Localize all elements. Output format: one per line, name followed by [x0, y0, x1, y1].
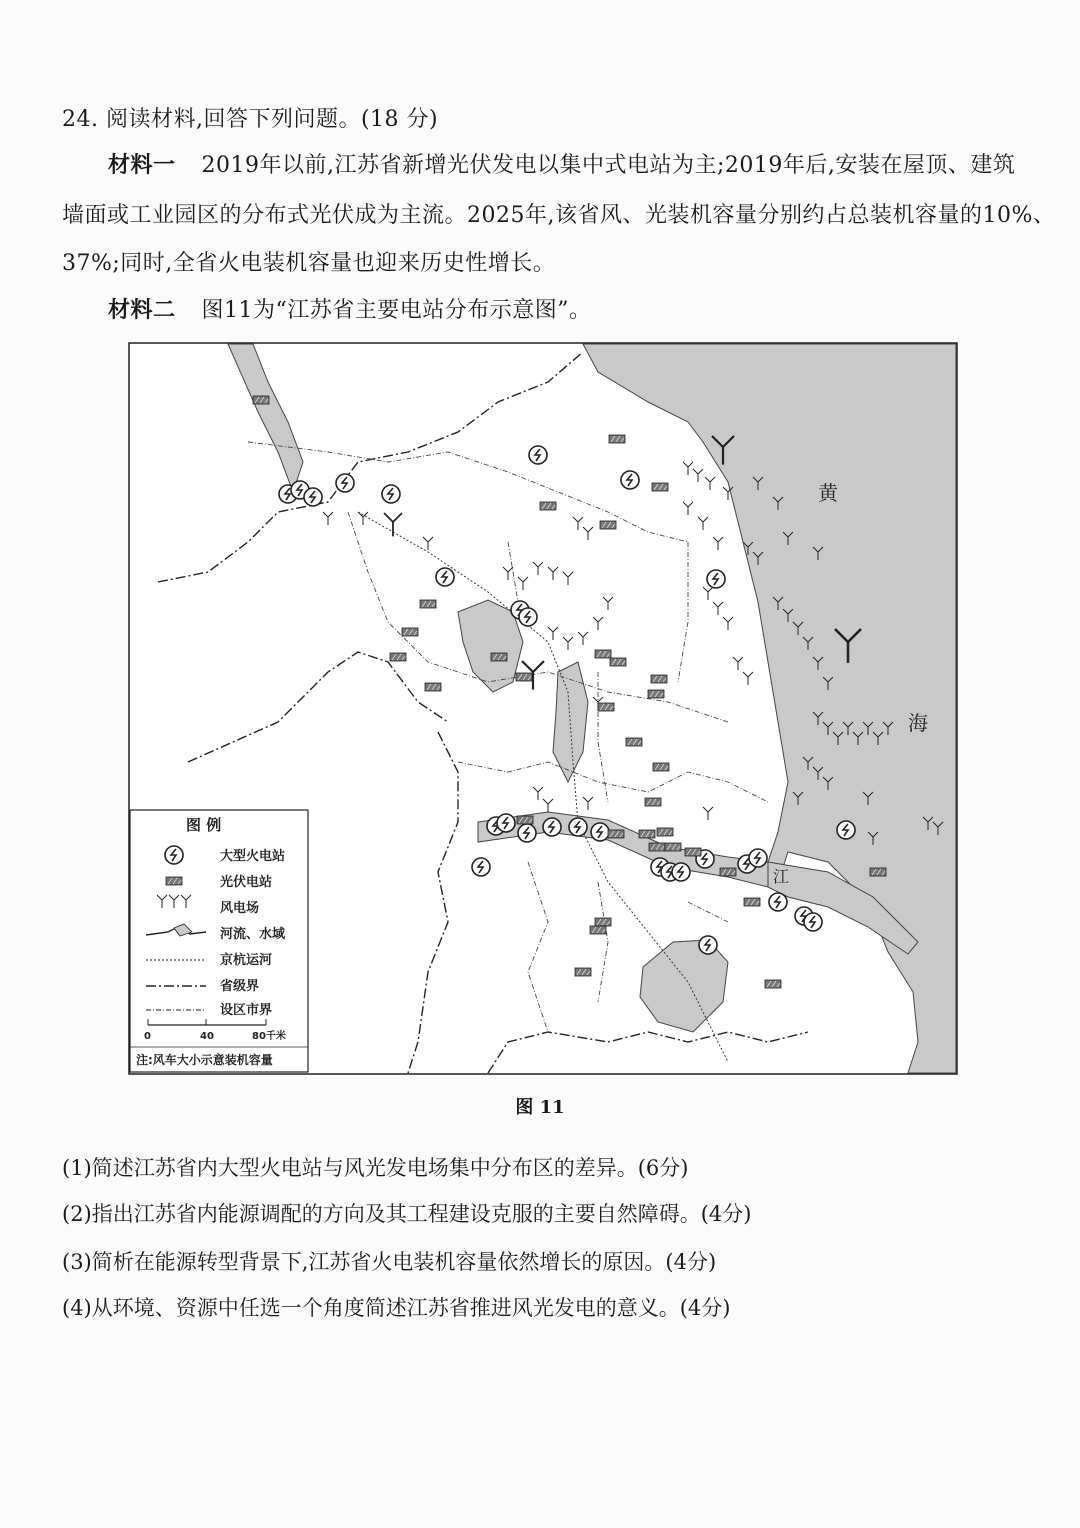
subquestion-2: (2)指出江苏省内能源调配的方向及其工程建设克服的主要自然障碍。(4分)	[62, 1202, 752, 1226]
sea-label-yellow: 黄	[818, 481, 838, 505]
solar-station-icon	[651, 675, 667, 683]
thermal-station-icon	[472, 858, 490, 876]
material-1-line-3: 37%;同时,全省火电装机容量也迎来历史性增长。	[62, 251, 556, 276]
solar-station-icon	[870, 868, 886, 876]
solar-station-icon	[517, 816, 533, 824]
thermal-station-icon	[707, 570, 725, 588]
legend-solar-label: 光伏电站	[220, 875, 273, 890]
thermal-station-icon	[518, 824, 536, 842]
solar-station-icon	[598, 703, 614, 711]
material-2-line	[108, 293, 592, 324]
thermal-station-icon	[769, 893, 787, 911]
thermal-station-icon	[497, 814, 515, 832]
solar-station-icon	[653, 763, 669, 771]
legend-province-border-label: 省级界	[220, 979, 260, 994]
subquestion-4: (4)从环境、资源中任选一个角度简述江苏省推进风光发电的意义。(4分)	[62, 1296, 731, 1320]
material-2-label: 材料二	[108, 297, 176, 323]
question-header: 24. 阅读材料,回答下列问题。(18 分)	[62, 107, 439, 132]
thermal-station-icon	[543, 818, 561, 836]
solar-station-icon	[645, 798, 661, 806]
material-2-text: 图11为“江苏省主要电站分布示意图”。	[201, 298, 592, 323]
solar-station-icon	[491, 653, 507, 661]
thermal-station-icon	[529, 446, 547, 464]
solar-station-icon	[765, 980, 781, 988]
solar-station-icon	[402, 628, 418, 636]
solar-station-icon	[516, 673, 532, 681]
river-label-jiang: 江	[773, 867, 790, 886]
map-legend	[130, 810, 308, 1072]
scale-40: 40	[200, 1031, 214, 1042]
thermal-station-icon	[804, 913, 822, 931]
solar-station-icon	[652, 483, 668, 491]
solar-station-icon	[649, 843, 665, 851]
solar-station-icon	[595, 650, 611, 658]
thermal-station-icon	[569, 818, 587, 836]
thermal-station-icon	[519, 608, 537, 626]
solar-station-icon	[720, 868, 736, 876]
legend-title: 图 例	[186, 816, 222, 834]
thermal-station-icon	[672, 863, 690, 881]
solar-station-icon	[648, 690, 664, 698]
jiangsu-power-station-map	[128, 342, 958, 1075]
legend-solar-icon	[166, 877, 182, 885]
legend-thermal-icon	[165, 846, 183, 864]
scale-80: 80千米	[252, 1031, 286, 1042]
solar-station-icon	[609, 435, 625, 443]
subquestion-1: (1)简述江苏省内大型火电站与风光发电场集中分布区的差异。(6分)	[62, 1156, 689, 1180]
solar-station-icon	[595, 918, 611, 926]
material-1-label: 材料一	[108, 152, 176, 178]
solar-station-icon	[390, 653, 406, 661]
material-1-text-1: 2019年以前,江苏省新增光伏发电以集中式电站为主;2019年后,安装在屋顶、建筑	[201, 153, 1016, 178]
thermal-station-icon	[382, 485, 400, 503]
solar-station-icon	[590, 926, 606, 934]
thermal-station-icon	[749, 849, 767, 867]
solar-station-icon	[744, 898, 760, 906]
material-1-line-1	[108, 148, 1015, 179]
legend-canal-label: 京杭运河	[220, 953, 273, 968]
solar-station-icon	[600, 521, 616, 529]
solar-station-icon	[608, 830, 624, 838]
solar-station-icon	[575, 968, 591, 976]
solar-station-icon	[626, 738, 642, 746]
solar-station-icon	[540, 502, 556, 510]
thermal-station-icon	[699, 936, 717, 954]
subquestion-3: (3)简析在能源转型背景下,江苏省火电装机容量依然增长的原因。(4分)	[62, 1250, 717, 1274]
material-1-line-2: 墙面或工业园区的分布式光伏成为主流。2025年,该省风、光装机容量分别约占总装机容量的10%、	[62, 203, 1056, 228]
solar-station-icon	[253, 396, 269, 404]
solar-station-icon	[657, 828, 673, 836]
thermal-station-icon	[304, 488, 322, 506]
sea-label-sea: 海	[908, 711, 928, 735]
figure-caption: 图 11	[515, 1097, 565, 1118]
legend-thermal-label: 大型火电站	[220, 849, 286, 864]
thermal-station-icon	[621, 471, 639, 489]
thermal-station-icon	[591, 823, 609, 841]
legend-note: 注:风车大小示意装机容量	[136, 1053, 273, 1067]
solar-station-icon	[685, 848, 701, 856]
solar-station-icon	[665, 843, 681, 851]
solar-station-icon	[420, 600, 436, 608]
legend-city-border-label: 设区市界	[220, 1003, 273, 1018]
thermal-station-icon	[436, 568, 454, 586]
solar-station-icon	[425, 683, 441, 691]
scale-0: 0	[144, 1031, 151, 1042]
solar-station-icon	[610, 658, 626, 666]
thermal-station-icon	[837, 821, 855, 839]
thermal-station-icon	[336, 474, 354, 492]
solar-station-icon	[639, 830, 655, 838]
legend-wind-label: 风电场	[220, 901, 260, 916]
legend-river-label: 河流、水域	[220, 927, 286, 942]
